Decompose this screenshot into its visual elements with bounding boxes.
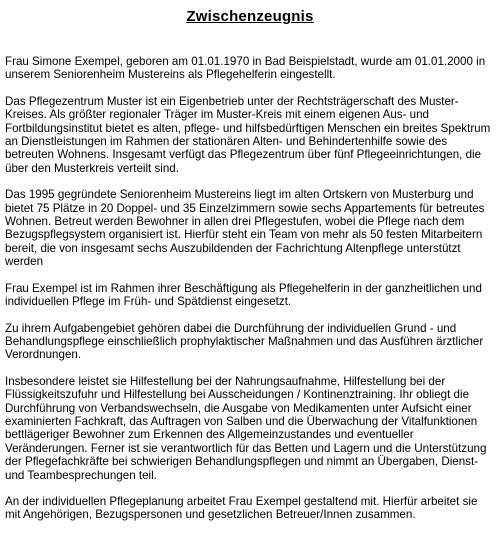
document-body	[5, 55, 495, 535]
document-title: Zwischenzeugnis	[186, 8, 314, 25]
paragraph-duties: Zu ihrem Aufgabengebiet gehören dabei die Durchführung der individuellen Grund - und Behandlungspflege einschließlich prophylaktischer Maßnahmen und das Ausführen ärztlicher Verordnungen.	[5, 321, 484, 362]
paragraph-care-planning: An der individuellen Pflegeplanung arbeitet Frau Exempel gestaltend mit. Hierfür arbeitet sie mit Angehörigen, Bezugspersonen und gesetzlichen Betreuer/Innen zusammen.	[5, 494, 478, 522]
paragraph-employment-start: Frau Simone Exempel, geboren am 01.01.1970 in Bad Beispielstadt, wurde am 01.01.2000 in unserem Seniorenheim Mustereins als Pflegehelferin eingestellt.	[5, 55, 486, 82]
paragraph-role: Frau Exempel ist im Rahmen ihrer Beschäftigung als Pflegehelferin in der ganzheitlichen und individuellen Pflege im Früh- und Spätdienst eingesetzt.	[5, 281, 482, 309]
paragraph-care-center: Das Pflegezentrum Muster ist ein Eigenbetrieb unter der Rechtsträgerschaft des Muster-Kreises. Als größter regionaler Träger im Muster-Kreis mit einem eigenen Aus- und Fortbildungsinstitut bietet es alten, pflege- und hilfsbedürftigen Menschen ein breites Spektrum an Dienstleistungen im Rahmen der stationären Alten- und Behindertenhilfe sowie des betreuten Wohnens. Insgesamt verfügt das Pflegezentrum über fünf Pflegeeinrichtungen, die über den Musterkreis verteilt sind.	[5, 94, 491, 175]
paragraph-assistance: Insbesondere leistet sie Hilfestellung bei der Nahrungsaufnahme, Hilfestellung bei der Flüssigkeitszufuhr und Hilfestellung bei Ausscheidungen / Kontinenztraining. Ihr obliegt die Durchführung von Verbandswechseln, die Ausgabe von Medikamenten unter Aufsicht einer examinierten Fachkraft, das Auftragen von Salben und die Überwachung der Vitalfunktionen bettlägeriger Bewohner zum Erkennen des Allgemeinzustandes und eventueller Veränderungen. Ferner ist sie verantwortlich für das Betten und Lagern und die Unterstützung der Pflegefachkräfte bei schwierigen Behandlungspflegen und nimmt an Übergaben, Dienst- und Teambesprechungen teil.	[5, 374, 487, 482]
paragraph-senior-home: Das 1995 gegründete Seniorenheim Mustereins liegt im alten Ortskern von Musterburg und bietet 75 Plätze in 20 Doppel- und 35 Einzelzimmern sowie sechs Appartements für betreutes Wohnen. Betreut werden Bewohner in allen drei Pflegestufen, wobei die Pflege nach dem Bezugspflegsystem organisiert ist. Hierfür steht ein Team von mehr als 50 festen Mitarbeitern bereit, die von insgesamt sechs Auszubildenden der Fachrichtung Altenpflege unterstützt werden	[5, 188, 485, 269]
